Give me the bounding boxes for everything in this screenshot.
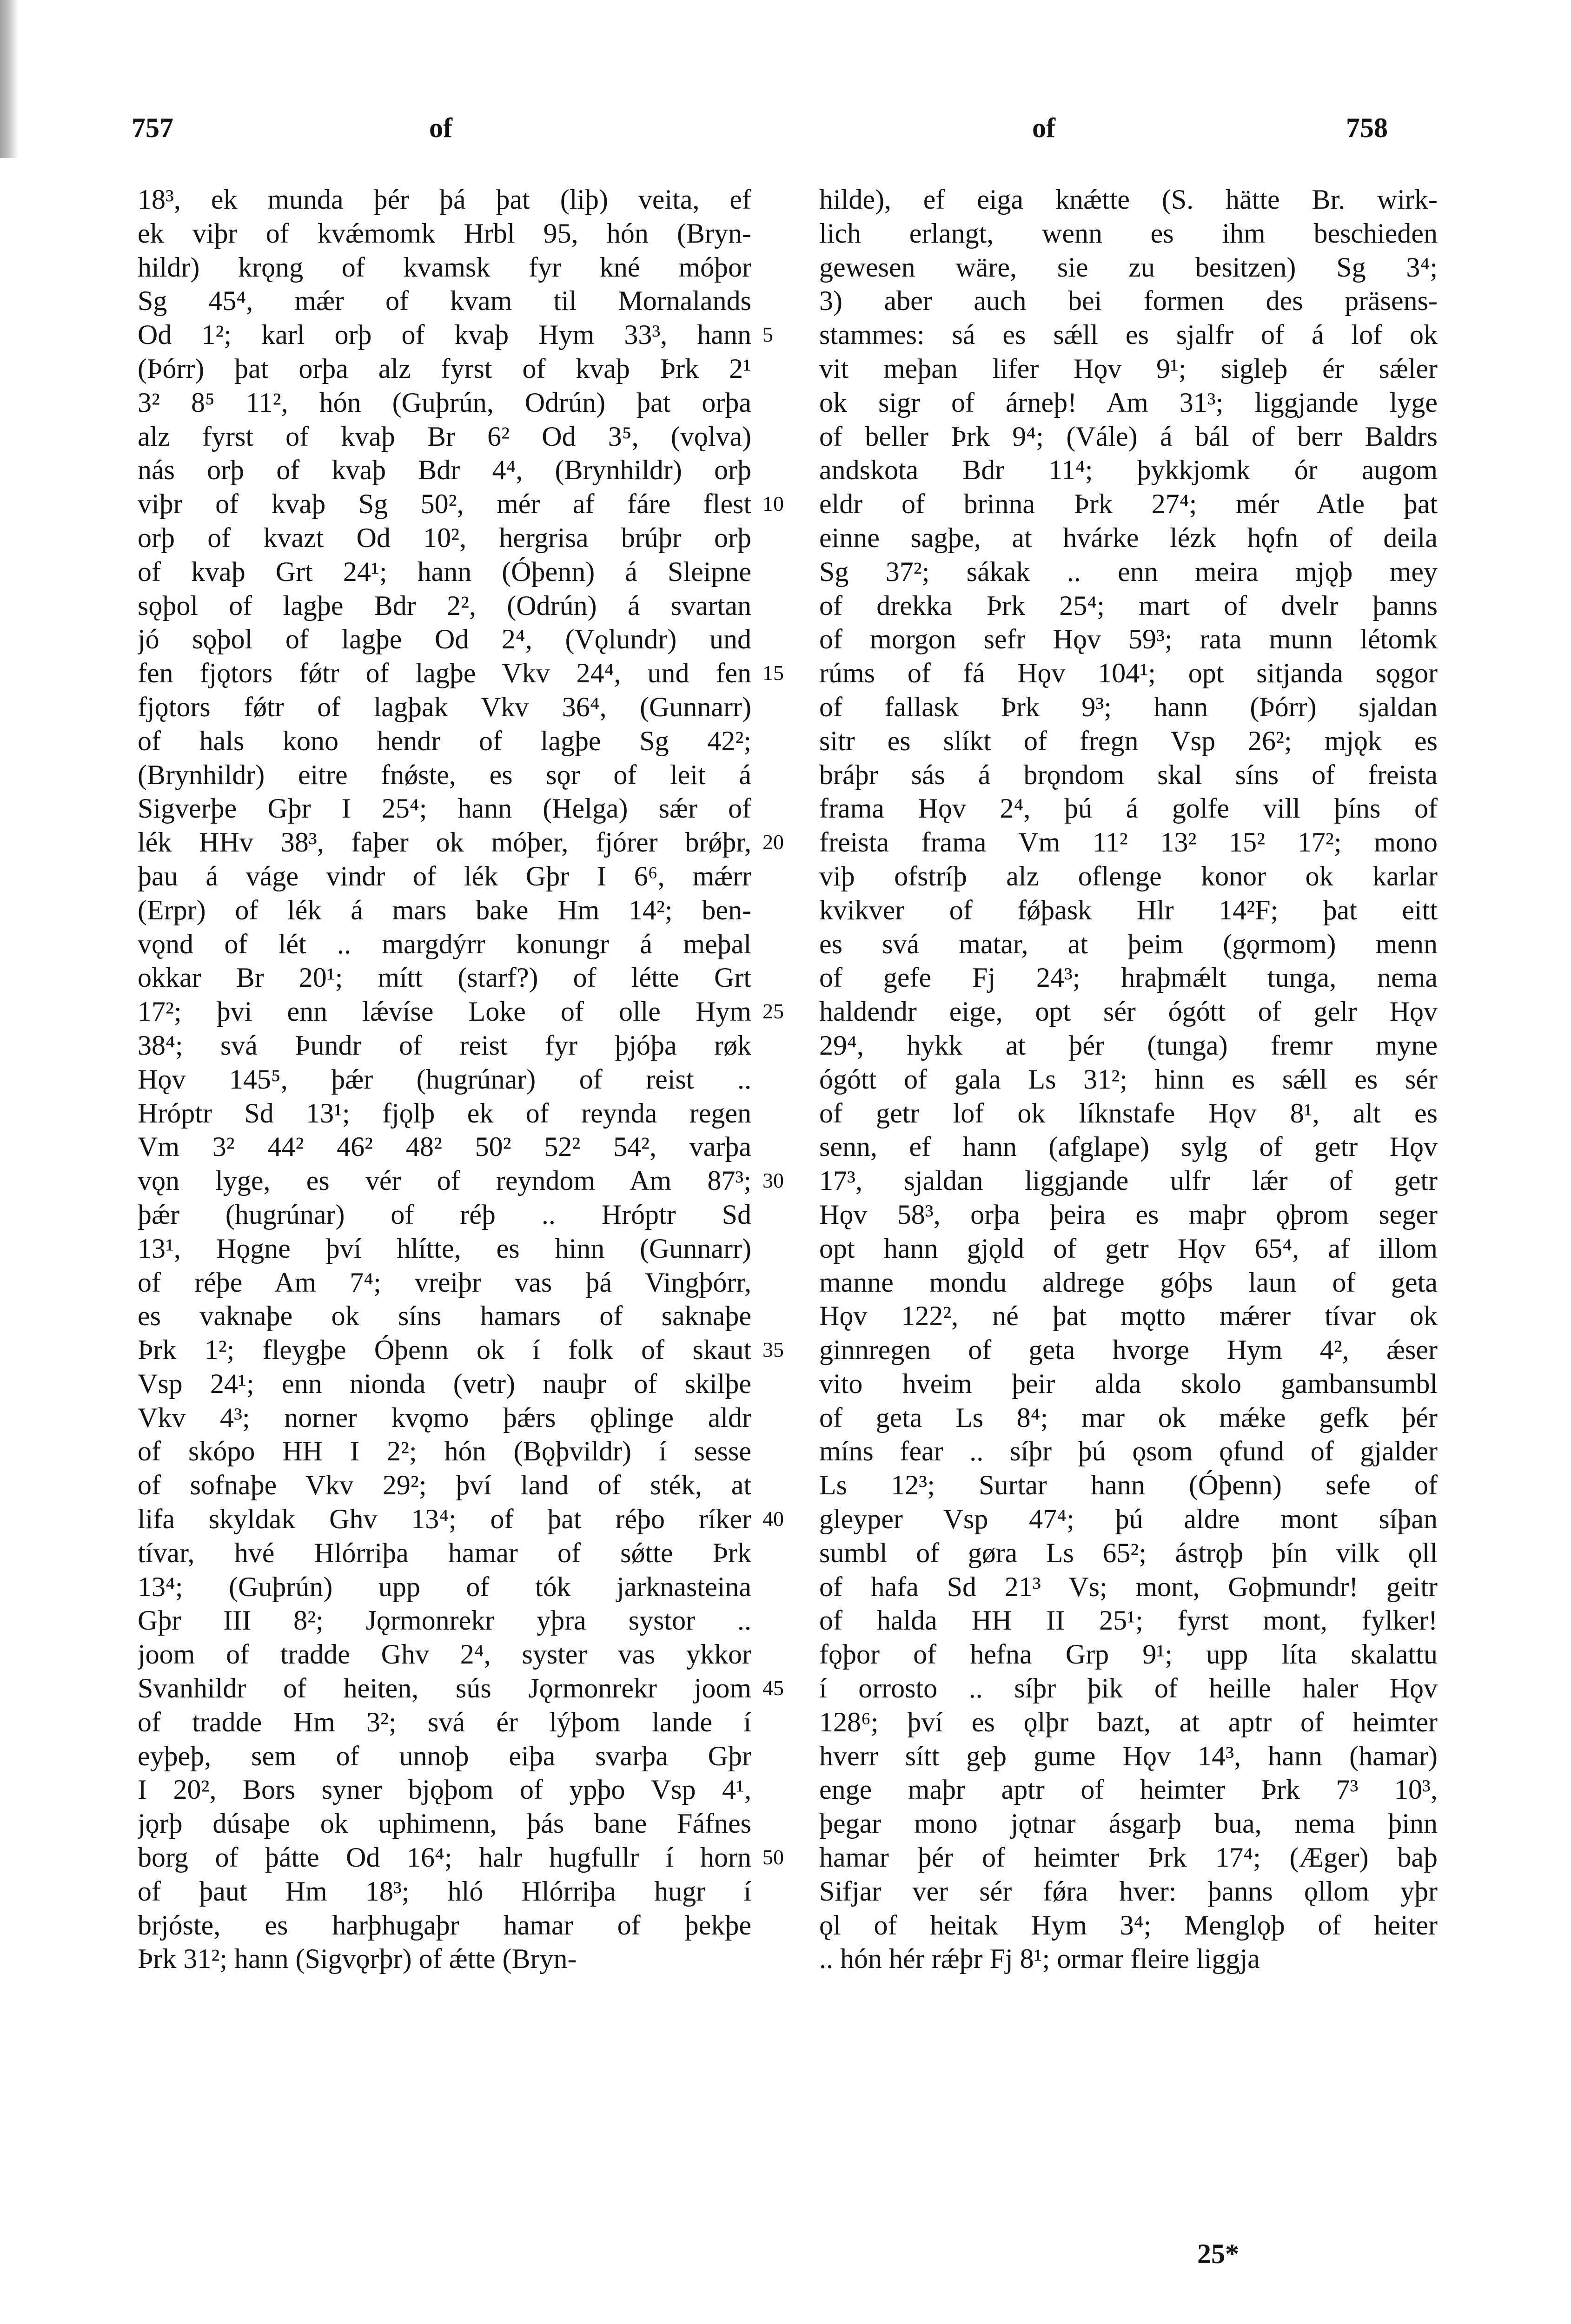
text-line: tívar, hvé Hlórriþa hamar of sǿtte Þrk — [138, 1537, 751, 1568]
text-line: eyþeþ, sem of unnoþ eiþa svarþa Gþr — [138, 1740, 751, 1771]
text-line: gewesen wäre, sie zu besitzen) Sg 3⁴; — [819, 251, 1438, 283]
text-line: of beller Þrk 9⁴; (Vále) á bál of berr Baldrs — [819, 421, 1438, 452]
text-line: Sg 45⁴, mǽr of kvam til Mornalands — [138, 285, 751, 317]
text-line: manne mondu aldrege góþs laun of geta — [819, 1267, 1438, 1298]
text-line: nás orþ of kvaþ Bdr 4⁴, (Brynhildr) orþ — [138, 455, 751, 486]
text-line: ǫl of heitak Hym 3⁴; Menglǫþ of heiter — [819, 1909, 1438, 1941]
scan-edge-mark — [0, 0, 19, 158]
text-line: of hafa Sd 21³ Vs; mont, Goþmundr! geitr — [819, 1571, 1438, 1602]
text-line: of réþe Am 7⁴; vreiþr vas þá Vingþórr, — [138, 1267, 751, 1298]
line-number: 35 — [762, 1338, 784, 1362]
text-line: ginnregen of geta hvorge Hym 4², ǽser — [819, 1334, 1438, 1366]
text-line: sitr es slíkt of fregn Vsp 26²; mjǫk es — [819, 725, 1438, 756]
text-line: of gefe Fj 24³; hraþmǽlt tunga, nema — [819, 962, 1438, 993]
text-line: of getr lof ok líknstafe Hǫv 8¹, alt es — [819, 1097, 1438, 1129]
text-line: 3) aber auch bei formen des präsens- — [819, 285, 1438, 317]
text-line: haldendr eige, opt sér ógótt of gelr Hǫv — [819, 996, 1438, 1027]
text-line: vito hveim þeir alda skolo gambansumbl — [819, 1368, 1438, 1399]
text-line: fjǫtors fǿtr of lagþak Vkv 36⁴, (Gunnarr) — [138, 691, 751, 722]
text-line: ok sigr of árneþ! Am 31³; liggjande lyge — [819, 387, 1438, 418]
text-line: 29⁴, hykk at þér (tunga) fremr myne — [819, 1030, 1438, 1061]
text-line: freista frama Vm 11² 13² 15² 17²; mono — [819, 827, 1438, 858]
text-line: of hals kono hendr of lagþe Sg 42²; — [138, 725, 751, 756]
text-line: Sifjar ver sér fǿra hver: þanns ǫllom yþr — [819, 1875, 1438, 1907]
text-line: es svá matar, at þeim (gǫrmom) menn — [819, 928, 1438, 959]
left-page-number: 757 — [132, 112, 173, 143]
line-number: 40 — [762, 1507, 784, 1531]
text-line: vit meþan lifer Hǫv 9¹; sigleþ ér sǽler — [819, 353, 1438, 384]
text-line: 18³, ek munda þér þá þat (liþ) veita, ef — [138, 184, 751, 215]
text-line: 128⁶; því es ǫlþr bazt, at aptr of heimter — [819, 1706, 1438, 1737]
text-line: lich erlangt, wenn es ihm beschieden — [819, 218, 1438, 249]
text-line: enge maþr aptr of heimter Þrk 7³ 10³, — [819, 1774, 1438, 1805]
line-number: 20 — [762, 830, 784, 854]
text-line: í orrosto .. síþr þik of heille haler Hǫv — [819, 1673, 1438, 1704]
text-line: jó sǫþol of lagþe Od 2⁴, (Vǫlundr) und — [138, 624, 751, 655]
line-number: 50 — [762, 1845, 784, 1869]
right-running-head: of — [1032, 112, 1055, 143]
text-line: rúms of fá Hǫv 104¹; opt sitjanda sǫgor — [819, 658, 1438, 689]
text-line: 13⁴; (Guþrún) upp of tók jarknasteina — [138, 1571, 751, 1602]
text-line: 38⁴; svá Þundr of reist fyr þjóþa røk — [138, 1030, 751, 1061]
text-line: Vkv 4³; norner kvǫmo þǽrs ǫþlinge aldr — [138, 1402, 751, 1433]
text-line: (Erpr) of lék á mars bake Hm 14²; ben- — [138, 894, 751, 925]
text-line: Sigverþe Gþr I 25⁴; hann (Helga) sǽr of — [138, 793, 751, 824]
text-line: þegar mono jǫtnar ásgarþ bua, nema þinn — [819, 1808, 1438, 1839]
text-line: fǫþor of hefna Grp 9¹; upp líta skalattu — [819, 1639, 1438, 1670]
text-line: of drekka Þrk 25⁴; mart of dvelr þanns — [819, 590, 1438, 621]
text-line: of sofnaþe Vkv 29²; því land of sték, at — [138, 1470, 751, 1501]
text-line: of geta Ls 8⁴; mar ok mǽke gefk þér — [819, 1402, 1438, 1433]
text-line: of tradde Hm 3²; svá ér lýþom lande í — [138, 1706, 751, 1737]
text-line: ógótt of gala Ls 31²; hinn es sǽll es sér — [819, 1063, 1438, 1095]
text-line: opt hann gjǫld of getr Hǫv 65⁴, af illom — [819, 1233, 1438, 1264]
right-page-number: 758 — [1346, 112, 1388, 143]
text-line: senn, ef hann (afglape) sylg of getr Hǫv — [819, 1131, 1438, 1162]
text-line: Od 1²; karl orþ of kvaþ Hym 33³, hann — [138, 319, 751, 350]
left-running-head: of — [429, 112, 452, 143]
text-line: joom of tradde Ghv 2⁴, syster vas ykkor — [138, 1639, 751, 1670]
text-line: borg of þátte Od 16⁴; halr hugfullr í horn — [138, 1842, 751, 1873]
signature-mark: 25* — [1197, 2238, 1239, 2269]
text-line: þǽr (hugrúnar) of réþ .. Hróptr Sd — [138, 1199, 751, 1230]
right-text-column — [819, 183, 1438, 1976]
text-line: .. hón hér rǽþr Fj 8¹; ormar fleire liggja — [819, 1943, 1260, 1974]
text-line: 13¹, Hǫgne því hlítte, es hinn (Gunnarr) — [138, 1233, 751, 1264]
text-line: orþ of kvazt Od 10², hergrisa brúþr orþ — [138, 522, 751, 553]
text-line: vǫnd of lét .. margdýrr konungr á meþal — [138, 928, 751, 959]
text-line: vǫn lyge, es vér of reyndom Am 87³; — [138, 1165, 751, 1196]
text-line: fen fjǫtors fǿtr of lagþe Vkv 24⁴, und fen — [138, 658, 751, 689]
text-line: Svanhildr of heiten, sús Jǫrmonrekr joom — [138, 1673, 751, 1704]
left-text-column — [138, 183, 751, 1976]
text-line: 3² 8⁵ 11², hón (Guþrún, Odrún) þat orþa — [138, 387, 751, 418]
text-line: of fallask Þrk 9³; hann (Þórr) sjaldan — [819, 691, 1438, 722]
text-line: es vaknaþe ok síns hamars of saknaþe — [138, 1301, 751, 1332]
text-line: gleyper Vsp 47⁴; þú aldre mont síþan — [819, 1504, 1438, 1535]
text-line: Sg 37²; sákak .. enn meira mjǫþ mey — [819, 556, 1438, 587]
text-line: sumbl of gøra Ls 65²; ástrǫþ þín vilk ǫll — [819, 1537, 1438, 1568]
text-line: ek viþr of kvǽmomk Hrbl 95, hón (Bryn- — [138, 218, 751, 249]
text-line: Hróptr Sd 13¹; fjǫlþ ek of reynda regen — [138, 1097, 751, 1129]
text-line: (Brynhildr) eitre fnǿste, es sǫr of leit á — [138, 759, 751, 790]
text-line: 17²; þvi enn lǽvíse Loke of olle Hym — [138, 996, 751, 1027]
text-line: sǫþol of lagþe Bdr 2², (Odrún) á svartan — [138, 590, 751, 621]
text-line: jǫrþ dúsaþe ok uphimenn, þás bane Fáfnes — [138, 1808, 751, 1839]
text-line: hildr) krǫng of kvamsk fyr kné móþor — [138, 251, 751, 283]
text-line: alz fyrst of kvaþ Br 6² Od 3⁵, (vǫlva) — [138, 421, 751, 452]
text-line: Vsp 24¹; enn nionda (vetr) nauþr of skilþe — [138, 1368, 751, 1399]
text-line: okkar Br 20¹; mítt (starf?) of létte Grt — [138, 962, 751, 993]
line-number: 30 — [762, 1169, 784, 1193]
text-line: hilde), ef eiga knǽtte (S. hätte Br. wirk- — [819, 184, 1438, 215]
text-line: Hǫv 58³, orþa þeira es maþr ǫþrom seger — [819, 1199, 1438, 1230]
text-line: hamar þér of heimter Þrk 17⁴; (Æger) baþ — [819, 1842, 1438, 1873]
text-line: kvikver of fǿþask Hlr 14²F; þat eitt — [819, 894, 1438, 925]
text-line: andskota Bdr 11⁴; þykkjomk ór augom — [819, 455, 1438, 486]
text-line: þau á váge vindr of lék Gþr I 6⁶, mǽrr — [138, 860, 751, 891]
text-line: einne sagþe, at hvárke lézk hǫfn of deila — [819, 522, 1438, 553]
line-number: 10 — [762, 492, 784, 516]
text-line: viþ ofstríþ alz oflenge konor ok karlar — [819, 860, 1438, 891]
text-line: Hǫv 122², né þat mǫtto mǽrer tívar ok — [819, 1301, 1438, 1332]
text-line: Þrk 1²; fleygþe Óþenn ok í folk of skaut — [138, 1334, 751, 1366]
text-line: of halda HH II 25¹; fyrst mont, fylker! — [819, 1605, 1438, 1636]
text-line: stammes: sá es sǽll es sjalfr of á lof ok — [819, 319, 1438, 350]
text-line: Hǫv 145⁵, þǽr (hugrúnar) of reist .. — [138, 1063, 751, 1095]
text-line: bráþr sás á brǫndom skal síns of freista — [819, 759, 1438, 790]
text-line: míns fear .. síþr þú ǫsom ǫfund of gjalder — [819, 1436, 1438, 1467]
text-line: hverr sítt geþ gume Hǫv 14³, hann (hamar) — [819, 1740, 1438, 1771]
text-line: I 20², Bors syner bjǫþom of ypþo Vsp 4¹, — [138, 1774, 751, 1805]
line-number: 25 — [762, 999, 784, 1023]
text-line: Ls 12³; Surtar hann (Óþenn) sefe of — [819, 1470, 1438, 1501]
text-line: 17³, sjaldan liggjande ulfr lǽr of getr — [819, 1165, 1438, 1196]
text-line: frama Hǫv 2⁴, þú á golfe vill þíns of — [819, 793, 1438, 824]
text-line: Gþr III 8²; Jǫrmonrekr yþra systor .. — [138, 1605, 751, 1636]
text-line: eldr of brinna Þrk 27⁴; mér Atle þat — [819, 489, 1438, 520]
line-number: 15 — [762, 661, 784, 685]
text-line: of morgon sefr Hǫv 59³; rata munn létomk — [819, 624, 1438, 655]
text-line: lék HHv 38³, faþer ok móþer, fjórer brǿþr, — [138, 827, 751, 858]
text-line: of þaut Hm 18³; hló Hlórriþa hugr í — [138, 1875, 751, 1907]
line-number: 5 — [762, 323, 773, 347]
text-line: of skópo HH I 2²; hón (Bǫþvildr) í sesse — [138, 1436, 751, 1467]
text-line: (Þórr) þat orþa alz fyrst of kvaþ Þrk 2¹ — [138, 353, 751, 384]
text-line: of kvaþ Grt 24¹; hann (Óþenn) á Sleipne — [138, 556, 751, 587]
text-line: viþr of kvaþ Sg 50², mér af fáre flest — [138, 489, 751, 520]
text-line: Þrk 31²; hann (Sigvǫrþr) of ǽtte (Bryn- — [138, 1943, 577, 1974]
text-line: Vm 3² 44² 46² 48² 50² 52² 54², varþa — [138, 1131, 751, 1162]
text-line: lifa skyldak Ghv 13⁴; of þat réþo ríker — [138, 1504, 751, 1535]
line-number: 45 — [762, 1676, 784, 1700]
text-line: brjóste, es harþhugaþr hamar of þekþe — [138, 1909, 751, 1941]
